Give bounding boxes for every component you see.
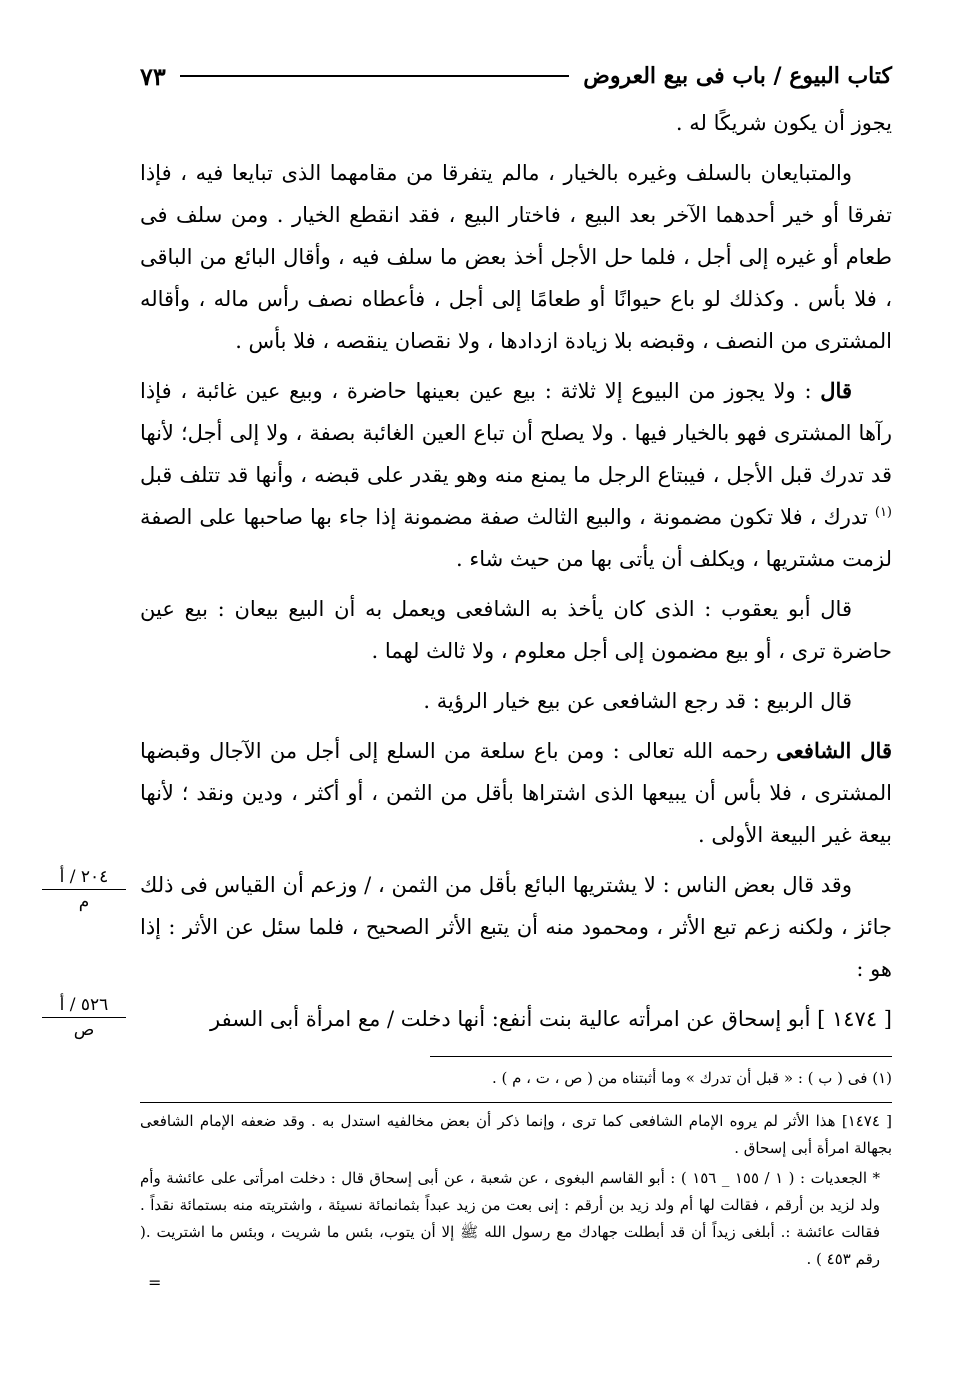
header-title: كتاب البيوع / باب فى بيع العروض — [583, 63, 892, 89]
paragraph-6: وقد قال بعض الناس : لا يشتريها البائع بأقل من الثمن ، / وزعم أن القياس فى ذلك جائز ، ولكنه زعم تبع الأثر ، ومحمود منه أن يتبع الأثر الصحيح ، فلما سئل عن الأثر : إذا هو : — [140, 873, 892, 981]
page-number: ٧٣ — [140, 61, 166, 91]
paragraph-3: قال أبو يعقوب : الذى كان يأخذ به الشافعى ويعمل به أن البيع بيعان : بيع عين حاضرة ترى ، أو بيع مضمون إلى أجل معلوم ، ولا ثالث لهما . — [140, 597, 892, 663]
footnote-separator — [430, 1056, 892, 1057]
margin-note-1-siglum: م — [78, 892, 90, 912]
margin-note-2-ref: ٥٢٦ / أ — [42, 994, 126, 1018]
paragraph-4: قال الربيع : قد رجع الشافعى عن بيع خيار الرؤية . — [423, 689, 852, 713]
paragraph-2-text-a: : ولا يجوز من البيوع إلا ثلاثة : بيع عين بعينها حاضرة ، وبيع عين غائبة ، فإذا رآها المشترى فهو بالخيار فيها . ولا يصلح أن تباع العين الغائبة بصفة ، ولا إلى أجل؛ لأنها قد تدرك قبل الأجل ، فيبتاع الرجل ما يمنع منه وهو يقدر على قبضه ، وأنها قد تتلف قبل — [140, 379, 892, 487]
margin-note-2-siglum: ص — [73, 1020, 95, 1040]
paragraph-5 — [140, 730, 892, 856]
paragraph-2 — [140, 370, 892, 580]
continuation-mark: = — [148, 1273, 162, 1292]
margin-note-1 — [42, 866, 126, 913]
paragraph-1: والمتبايعان بالسلف وغيره بالخيار ، مالم يتفرقا من مقامهما الذى تبايعا فيه ، فإذا تفرقا أو خير أحدهما الآخر بعد البيع ، فاختار البيع ، فقد انقطع الخيار . ومن سلف فى طعام أو غيره إلى أجل ، فلما حل الأجل أخذ بعض ما سلف فيه ، وأقال البائع من الباقى ، فلا بأس . وكذلك لو باع حيوانًا أو طعامًا إلى أجل ، فأعطاه نصف رأس ماله ، وأقاله المشترى من النصف ، وقبضه بلا زيادة ازدادها ، ولا نقصان ينقصه ، فلا بأس . — [140, 161, 892, 353]
paragraph-7: [ ١٤٧٤ ] أبو إسحاق عن امرأته عالية بنت أنفع: أنها دخلت / مع امرأة أبى السفر — [210, 1007, 892, 1031]
commentary-notes — [140, 1108, 892, 1276]
running-header — [140, 56, 892, 96]
paragraph-2-lead: قال — [820, 378, 852, 403]
commentary-note-1474: [ ١٤٧٤] هذا الأثر لم يروه الإمام الشافعى كما ترى ، وإنما ذكر أن بعض مخالفيه استدل به . وقد ضعفه الإمام الشافعى بجهالة امرأة أبى إسحاق . — [140, 1112, 893, 1157]
commentary-separator — [140, 1102, 892, 1103]
margin-note-1-ref: ٢٠٤ / أ — [42, 866, 126, 890]
commentary-note-jadiyat: * الجعديات : ( ١ / ١٥٥ _ ١٥٦ ) : أبو القاسم البغوى ، عن شعبة ، عن أبى إسحاق قال : دخلت امرأتى على عائشة وأم ولد لزيد بن أرقم ، فقالت لها أم ولد زيد بن أرقم : إنى بعت من زيد عبداً بثمانمائة نسيئة ، واشتريته منه بستمائة نقداً . فقالت عائشة :. أبلغى زيداً أن قد أبطلت جهادك مع رسول الله ﷺ إلا أن يتوب، بئس ما شريت ، وبئس ما اشتريت .( رقم ٤٥٣ ) . — [140, 1169, 880, 1268]
footnote-1: (١) فى ( ب ) : « قبل أن تدرك » وما أثبتناه من ( ص ، ت ، م ) . — [491, 1069, 892, 1087]
margin-note-2 — [42, 994, 126, 1041]
header-rule — [180, 75, 569, 77]
footnote-ref-1[interactable]: (١) — [874, 505, 892, 520]
paragraph-2-text-b: تدرك ، فلا تكون مضمونة ، والبيع الثالث صفة مضمونة إذا جاء بها صاحبها على الصفة لزمت مشتريها ، ويكلف أن يأتى بها من حيث شاء . — [140, 505, 892, 571]
main-text — [140, 102, 892, 1048]
paragraph-0: يجوز أن يكون شريكًا له . — [675, 111, 892, 135]
paragraph-5-text: رحمه الله تعالى : ومن باع سلعة من السلع إلى أجل من الآجال وقبضها المشترى ، فلا بأس أن يبيعها الذى اشتراها بأقل من الثمن ، أو أكثر ، ودين ونقد ؛ لأنها بيعة غير البيعة الأولى . — [140, 739, 892, 847]
paragraph-5-lead: قال الشافعى — [776, 738, 892, 763]
